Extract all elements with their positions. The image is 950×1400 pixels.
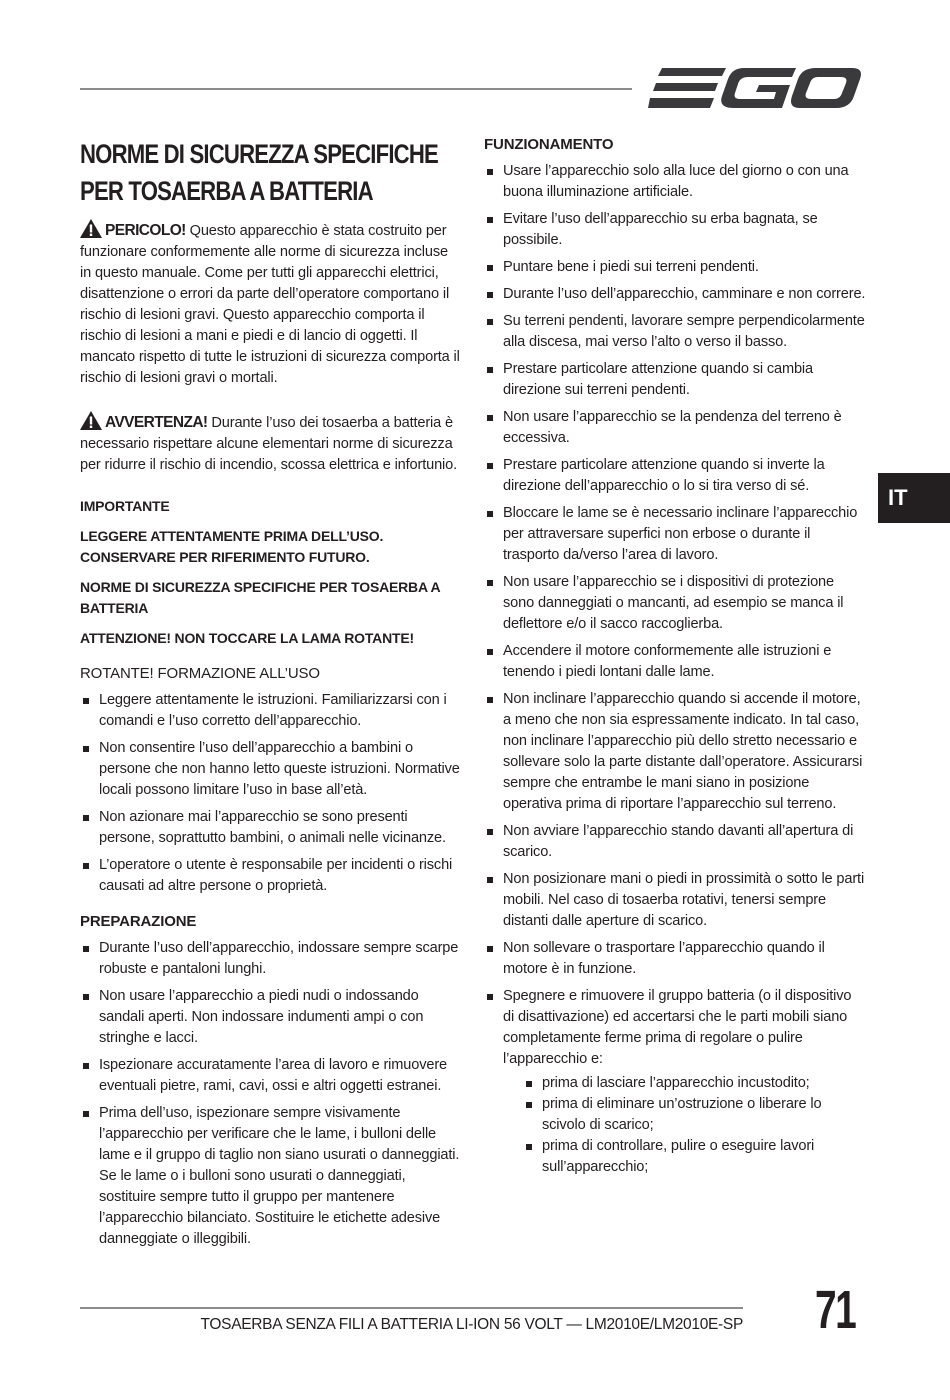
footer-text: TOSAERBA SENZA FILI A BATTERIA LI-ION 56 VOLT — LM2010E/LM2010E-SP [200,1316,743,1333]
danger-text: Questo apparecchio è stata costruito per funzionare conformemente alle norme di sicurezza incluse in questo manuale. Come per tutti gli apparecchi elettrici, disattenzione o errori da parte dell’operatore comportano il rischio di lesioni gravi. Questo apparecchio comporta il rischio di lesioni a mani e piedi e di lancio di oggetti. Il mancato rispetto di tutte le istruzioni di sicurezza comporta il rischio di lesioni gravi o mortali. [80,223,460,386]
list-item: Bloccare le lame se è necessario inclinare l’apparecchio per attraversare superfici non erbose o durante il trasporto da/verso l’area di lavoro. [484,503,866,566]
sub-list-item: prima di eliminare un’ostruzione o liberare lo scivolo di scarico; [523,1094,866,1136]
list-item: Non usare l’apparecchio se la pendenza del terreno è eccessiva. [484,407,866,449]
training-list [80,690,460,897]
ego-logo [648,62,862,114]
left-column [80,132,460,1256]
danger-label: PERICOLO! [105,222,186,239]
list-item: Prestare particolare attenzione quando si inverte la direzione dell’apparecchio o lo si tira verso di sé. [484,455,866,497]
warning-triangle-icon [80,219,102,238]
preparation-list [80,938,460,1250]
caution-warning [80,411,460,476]
caution-label: AVVERTENZA! [105,414,208,431]
list-item: Puntare bene i piedi sui terreni pendenti. [484,257,866,278]
list-item: Prestare particolare attenzione quando si cambia direzione sui terreni pendenti. [484,359,866,401]
warning-triangle-icon [80,411,102,430]
operation-list [484,161,866,1178]
list-item: Durante l’uso dell’apparecchio, indossare sempre scarpe robuste e pantaloni lunghi. [80,938,460,980]
list-item: Non usare l’apparecchio a piedi nudi o indossando sandali aperti. Non indossare indumenti ampi o con stringhe e lacci. [80,986,460,1049]
preparation-heading: PREPARAZIONE [80,913,197,930]
list-item [484,986,866,1178]
list-item: Accendere il motore conformemente alle istruzioni e tenendo i piedi lontani dalle lame. [484,641,866,683]
list-item: Non inclinare l’apparecchio quando si accende il motore, a meno che non sia espressamente indicato. In tal caso, non inclinare l’apparecchio più dello stretto necessario e sollevare solo la parte distante dall’operatore. Assicurarsi sempre che entrambe le mani siano in posizione operativa prima di riportare l’apparecchio sul terreno. [484,689,866,815]
danger-warning [80,219,460,389]
list-item: Non consentire l’uso dell’apparecchio a bambini o persone che non hanno letto queste istruzioni. Normative locali possono limitare l’uso in base all’età. [80,738,460,801]
list-item: Ispezionare accuratamente l’area di lavoro e rimuovere eventuali pietre, rami, cavi, ossi e altri oggetti estranei. [80,1055,460,1097]
list-item: Non azionare mai l’apparecchio se sono presenti persone, soprattutto bambini, o animali nelle vicinanze. [80,807,460,849]
list-item: Leggere attentamente le istruzioni. Familiarizzarsi con i comandi e l’uso corretto dell’apparecchio. [80,690,460,732]
right-column [484,134,866,1184]
important-heading: IMPORTANTE [80,498,170,514]
list-item: Evitare l’uso dell’apparecchio su erba bagnata, se possibile. [484,209,866,251]
language-tab: IT [878,473,950,523]
list-item: L’operatore o utente è responsabile per incidenti o rischi causati ad altre persone o proprietà. [80,855,460,897]
sub-list-item: prima di controllare, pulire o eseguire lavori sull’apparecchio; [523,1136,866,1178]
blade-warning: ATTENZIONE! NON TOCCARE LA LAMA ROTANTE! [80,630,414,646]
list-item: Non posizionare mani o piedi in prossimità o sotto le parti mobili. Nel caso di tosaerba rotativi, tenersi sempre distanti dalle aperture di scarico. [484,869,866,932]
list-item-text: Spegnere e rimuovere il gruppo batteria (o il dispositivo di disattivazione) ed accertarsi che le parti mobili siano completamente ferme prima di regolare o pulire l’apparecchio e: [503,988,852,1067]
header-rule [80,88,632,90]
training-heading: ROTANTE! FORMAZIONE ALL’USO [80,665,320,682]
footer-rule [80,1307,743,1309]
page-title: NORME DI SICUREZZA SPECIFICHE PER TOSAERBA A BATTERIA [80,139,438,206]
operation-heading: FUNZIONAMENTO [484,136,614,153]
list-item: Non avviare l’apparecchio stando davanti all’apertura di scarico. [484,821,866,863]
rules-title: NORME DI SICUREZZA SPECIFICHE PER TOSAERBA A BATTERIA [80,579,440,616]
list-item: Su terreni pendenti, lavorare sempre perpendicolarmente alla discesa, mai verso l’alto o verso il basso. [484,311,866,353]
list-item: Prima dell’uso, ispezionare sempre visivamente l’apparecchio per verificare che le lame, i bulloni delle lame e il gruppo di taglio non siano usurati o danneggiati. Se le lame o i bulloni sono usurati o danneggiati, sostituire sempre tutto il gruppo per mantenere l’apparecchio bilanciato. Sostituire le etichette adesive danneggiate o illeggibili. [80,1103,460,1250]
warnings [80,219,460,476]
read-notice: LEGGERE ATTENTAMENTE PRIMA DELL’USO. CONSERVARE PER RIFERIMENTO FUTURO. [80,528,384,565]
caution-text: Durante l’uso dei tosaerba a batteria è necessario rispettare alcune elementari norme di sicurezza per ridurre il rischio di incendio, scossa elettrica e infortunio. [80,415,458,473]
page-number: 71 [815,1280,856,1340]
list-item: Non usare l’apparecchio se i dispositivi di protezione sono danneggiati o mancanti, ad esempio se manca il deflettore e/o il sacco raccoglierba. [484,572,866,635]
sub-list-item: prima di lasciare l’apparecchio incustodito; [523,1073,866,1094]
sub-list [523,1073,866,1178]
list-item: Usare l’apparecchio solo alla luce del giorno o con una buona illuminazione artificiale. [484,161,866,203]
list-item: Durante l’uso dell’apparecchio, camminare e non correre. [484,284,866,305]
list-item: Non sollevare o trasportare l’apparecchio quando il motore è in funzione. [484,938,866,980]
